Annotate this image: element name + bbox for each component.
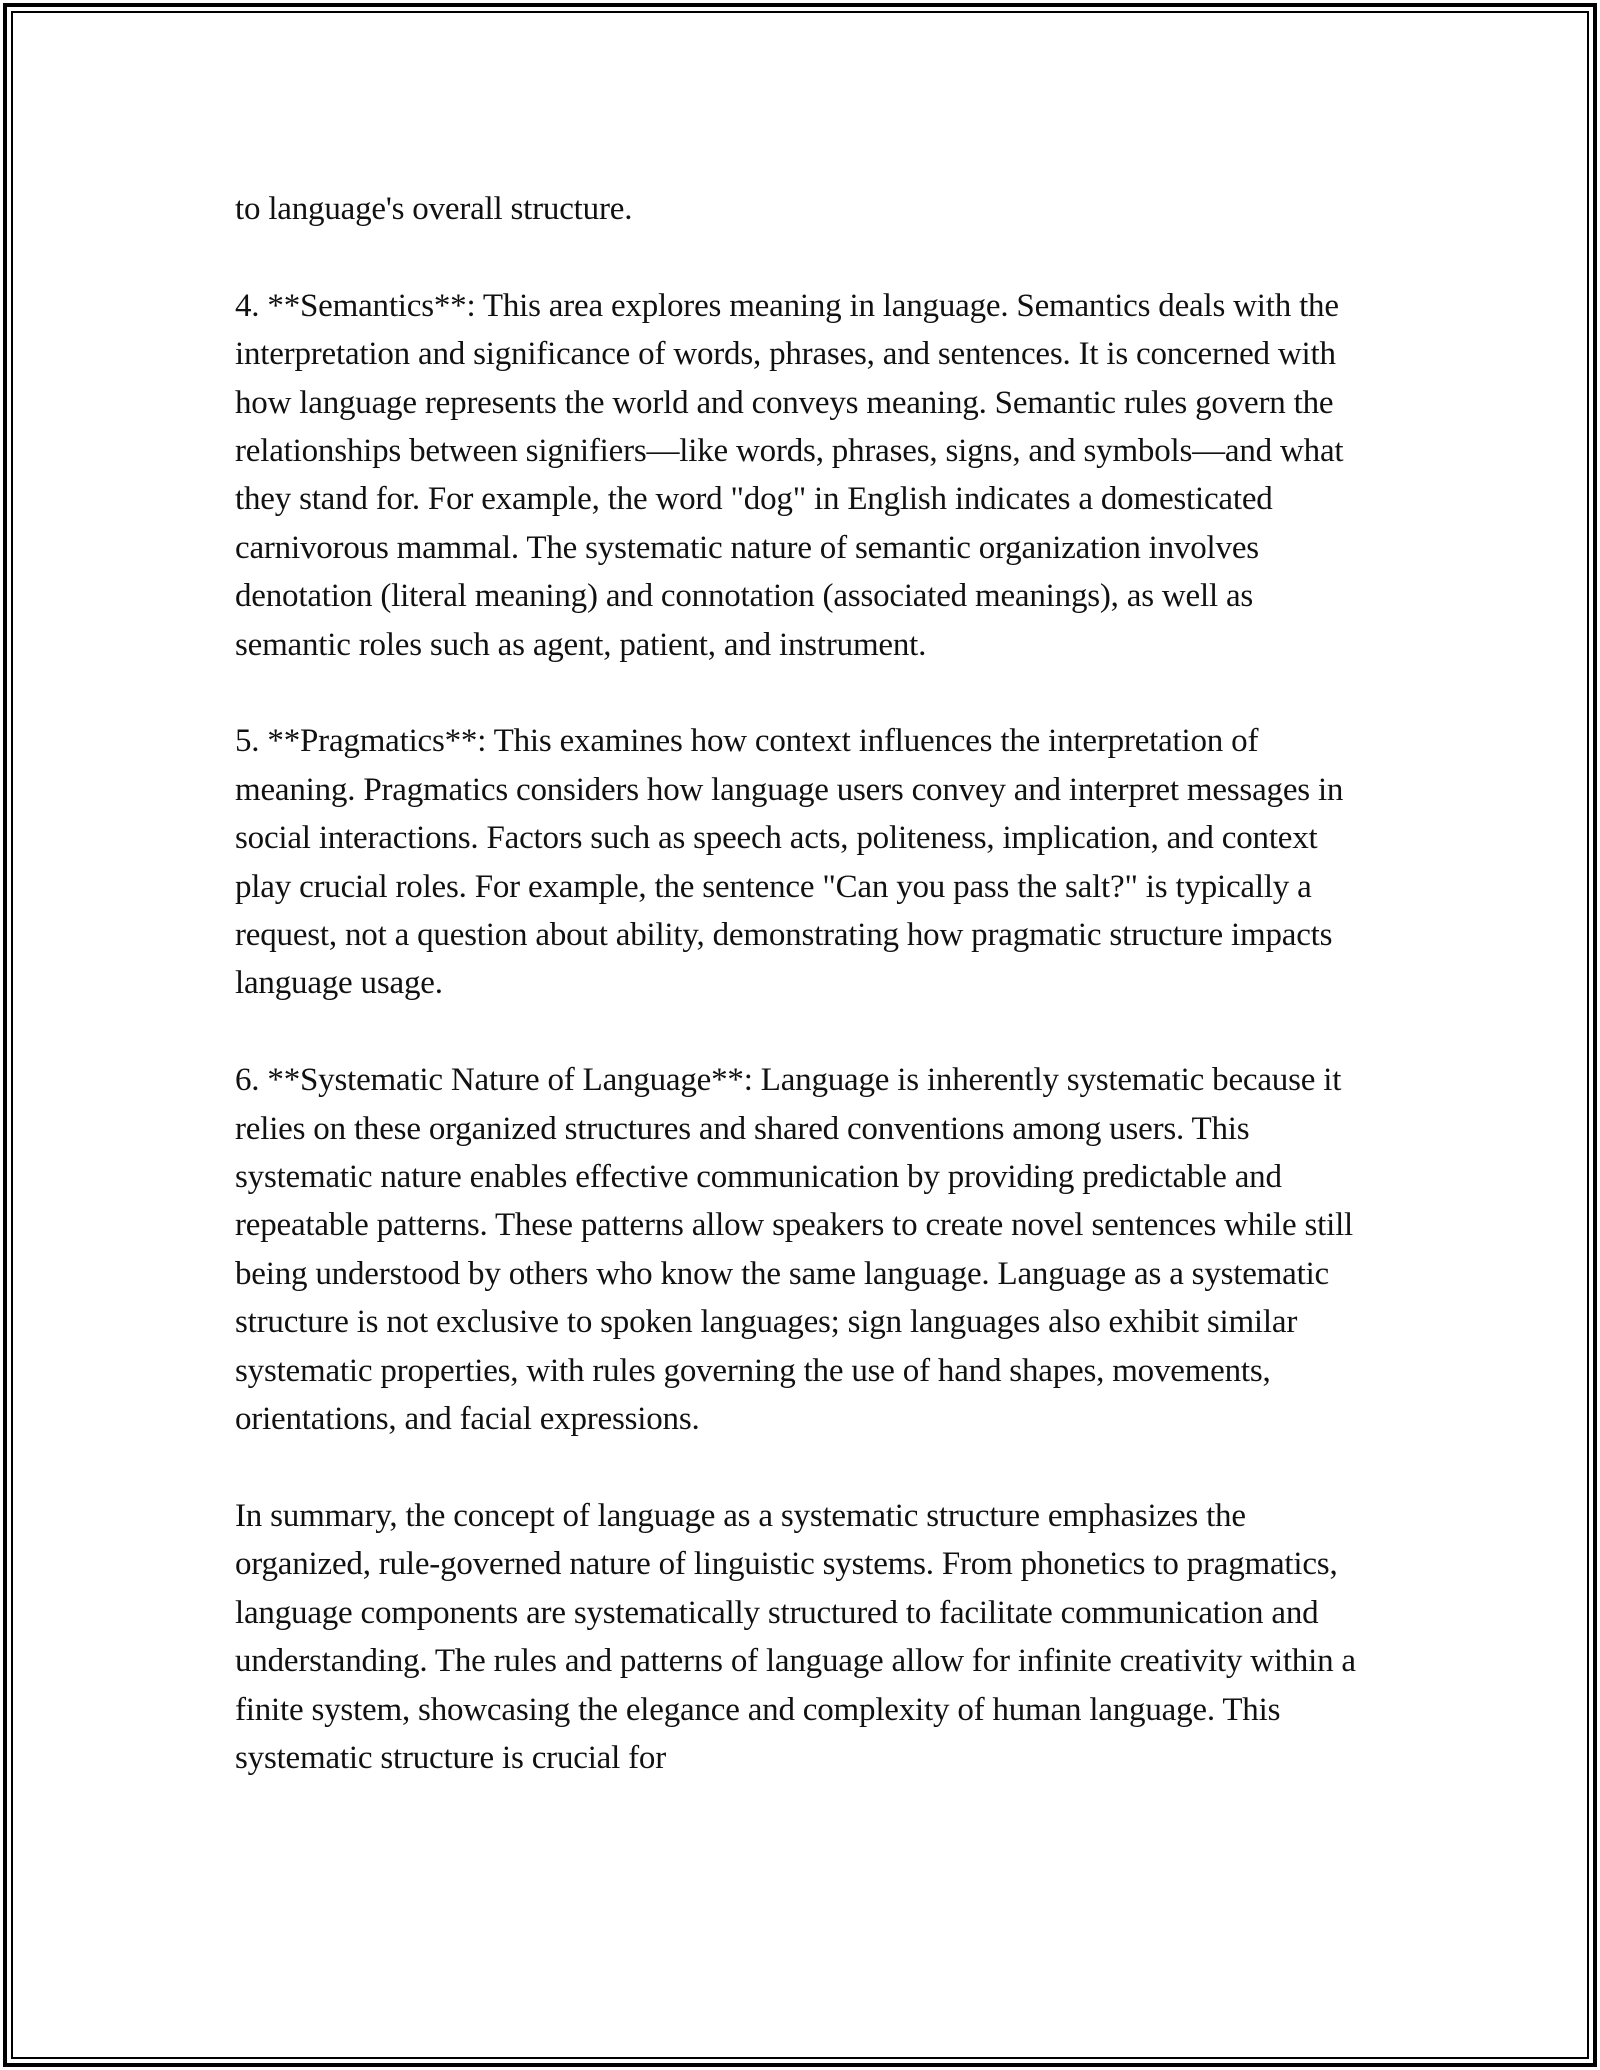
paragraph-summary: In summary, the concept of language as a systematic structure emphasizes the organized, rule-governed nature of linguistic systems. From phonetics to pragmatics, language components are systematically structured to facilitate communication and understanding. The rules and patterns of language allow for infinite creativity within a finite system, showcasing the elegance and complexity of human language. This systematic structure is crucial for bbox=[235, 1497, 1364, 1776]
paragraph-semantics: 4. **Semantics**: This area explores meaning in language. Semantics deals with the interpretation and significance of words, phrases, and sentences. It is concerned with how language represents the world and conveys meaning. Semantic rules govern the relationships between signifiers—like words, phrases, signs, and symbols—and what they stand for. For example, the word "dog" in English indicates a domesticated carnivorous mammal. The systematic nature of semantic organization involves denotation (literal meaning) and connotation (associated meanings), as well as semantic roles such as agent, patient, and instrument. bbox=[235, 287, 1352, 663]
document-body bbox=[235, 185, 1365, 1782]
paragraph-continuation: to language's overall structure. bbox=[235, 191, 633, 227]
paragraph-pragmatics: 5. **Pragmatics**: This examines how context influences the interpretation of meaning. Pragmatics considers how language users convey and interpret messages in social interactions. Factors such as speech acts, politeness, implication, and context play crucial roles. For example, the sentence "Can you pass the salt?" is typically a request, not a question about ability, demonstrating how pragmatic structure impacts language usage. bbox=[235, 723, 1352, 1002]
paragraph-systematic-nature: 6. **Systematic Nature of Language**: Language is inherently systematic because it relies on these organized structures and shared conventions among users. This systematic nature enables effective communication by providing predictable and repeatable patterns. These patterns allow speakers to create novel sentences while still being understood by others who know the same language. Language as a systematic structure is not exclusive to spoken languages; sign languages also exhibit similar systematic properties, with rules governing the use of hand shapes, movements, orientations, and facial expressions. bbox=[235, 1062, 1362, 1438]
